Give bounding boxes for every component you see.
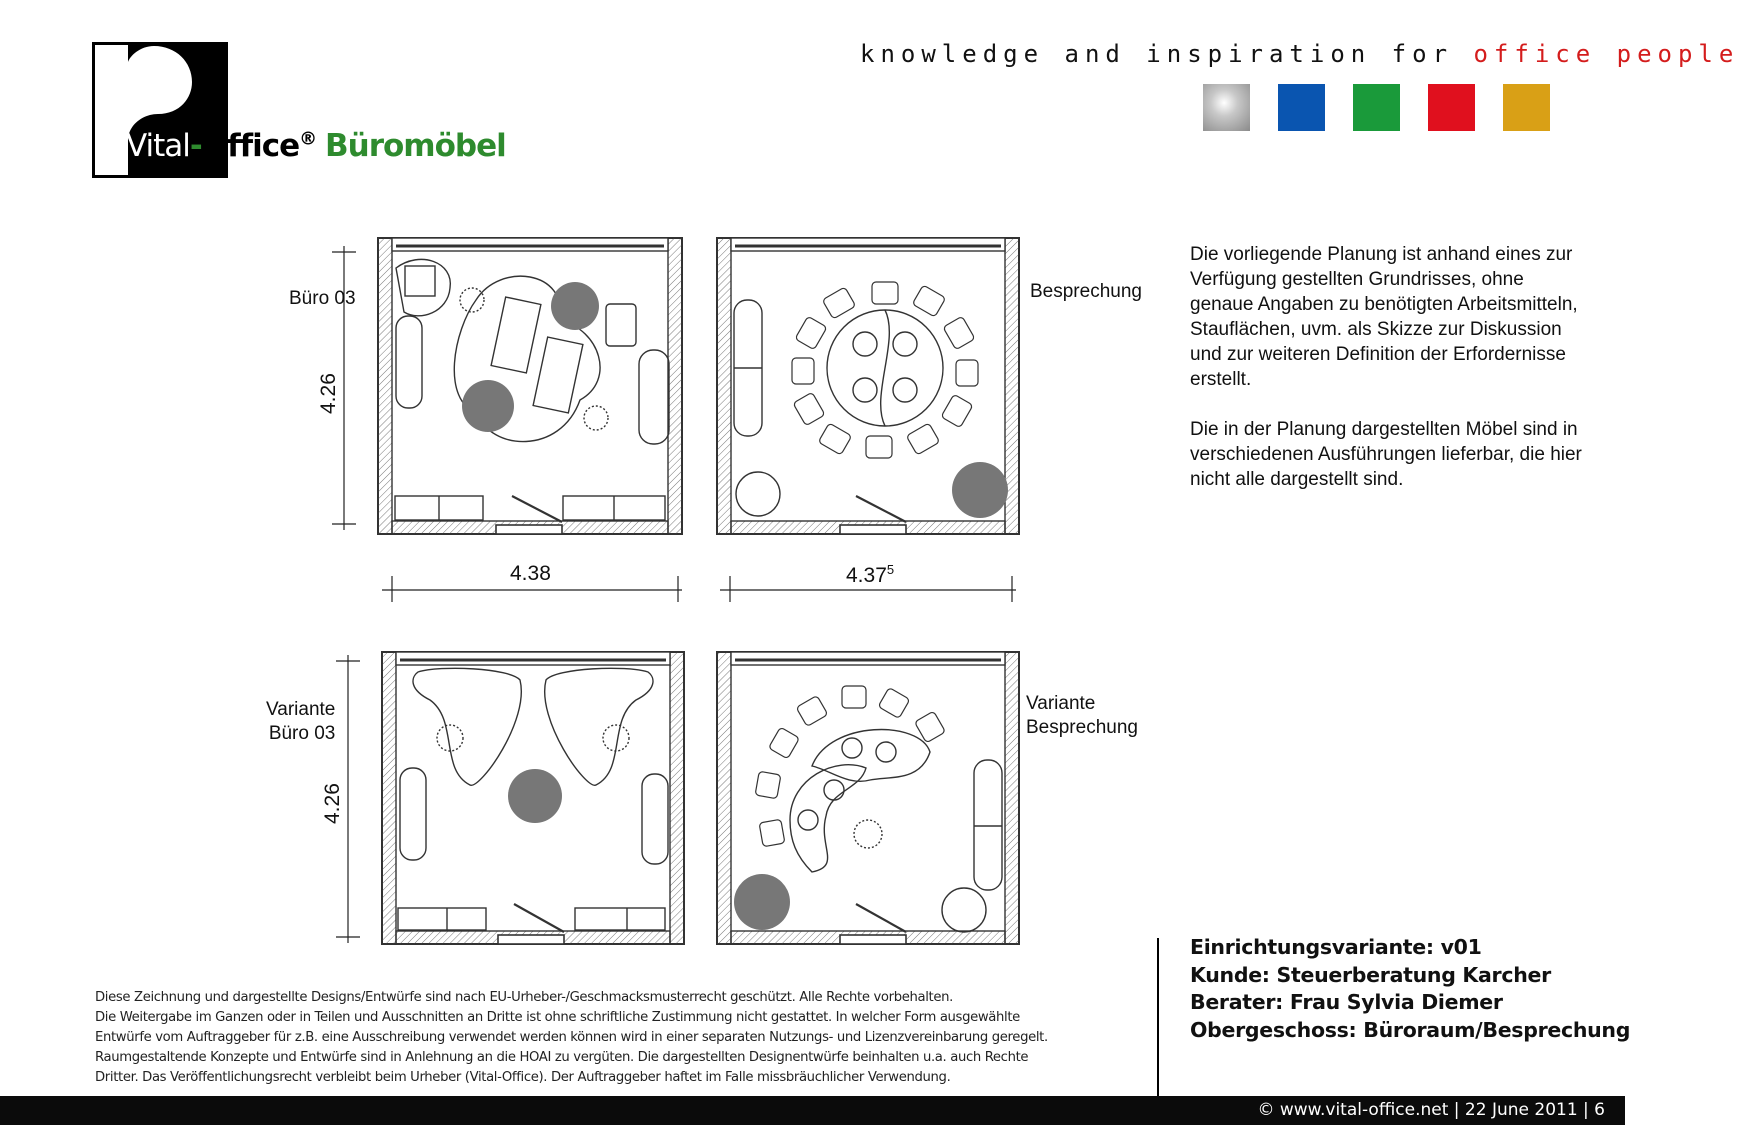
info-consultant: Berater: Frau Sylvia Diemer [1190, 990, 1503, 1014]
dim-width-left: 4.38 [510, 562, 551, 585]
legal-line: Entwürfe vom Auftraggeber für z.B. eine Ausschreibung verwendet werden können wird in einer separaten Nutzungs- und Lizenzvereinbarung geregelt. [95, 1030, 1048, 1045]
description [1190, 242, 1585, 517]
legal-line: Dritter. Das Veröffentlichungsrecht verbleibt beim Urheber (Vital-Office). Der Auftraggeber haftet im Falle missbräuchlicher Verwendung. [95, 1070, 951, 1085]
label-variante-besprechung: Variante Besprechung [1026, 693, 1138, 738]
tagline: knowledge and inspiration for office people [860, 40, 1739, 68]
legal-line: Die Weitergabe im Ganzen oder in Teilen und Ausschnitten an Dritte ist ohne schriftliche Zustimmung nicht gestattet. In welcher Form ausgewählte [95, 1010, 1020, 1025]
room-besprechung [717, 238, 1019, 534]
dim-height-bottom: 4.26 [321, 783, 344, 824]
info-variant: Einrichtungsvariante: v01 [1190, 935, 1482, 959]
label-besprechung: Besprechung [1030, 281, 1142, 302]
room-buero-03 [378, 238, 682, 534]
room-variante-buero-03 [382, 652, 684, 944]
info-floor: Obergeschoss: Büroraum/Besprechung [1190, 1017, 1631, 1042]
divider [1157, 938, 1159, 1098]
dim-height-top: 4.26 [317, 373, 340, 414]
description-paragraph-2: Die in der Planung dargestellten Möbel sind in verschiedenen Ausführungen lieferbar, die hier nicht alle dargestellt sind. [1190, 419, 1582, 490]
legal-line: Diese Zeichnung und dargestellte Designs/Entwürfe sind nach EU-Urheber-/Geschmacksmusterrecht geschützt. Alle Rechte vorbehalten. [95, 990, 953, 1005]
label-variante-buero-03: Variante Büro 03 [266, 699, 336, 744]
description-paragraph-1: Die vorliegende Planung ist anhand eines zur Verfügung gestellten Grundrisses, ohne genaue Angaben zu benötigten Arbeitsmitteln, Stauflächen, uvm. als Skizze zur Diskussion und zur weiteren Definition der Erfordernisse erstellt. [1190, 244, 1578, 390]
room-variante-besprechung [717, 652, 1019, 944]
footer-text: © www.vital-office.net | 22 June 2011 | 6 [1257, 1100, 1605, 1120]
legal-line: Raumgestaltende Konzepte und Entwürfe sind in Anlehnung an die HOAI zu vergüten. Die dargestellten Designentwürfe beinhalten u.a. auch Rechte [95, 1050, 1029, 1065]
legal-notice [95, 988, 1165, 1088]
dim-width-right: 4.37$^5$ [846, 562, 895, 587]
label-buero-03: Büro 03 [289, 288, 356, 309]
info-client: Kunde: Steuerberatung Karcher [1190, 962, 1551, 987]
footer-bar [0, 1096, 1625, 1125]
project-info [1190, 934, 1630, 1044]
brand-name: Vital-Office® Büromöbel [126, 128, 506, 164]
